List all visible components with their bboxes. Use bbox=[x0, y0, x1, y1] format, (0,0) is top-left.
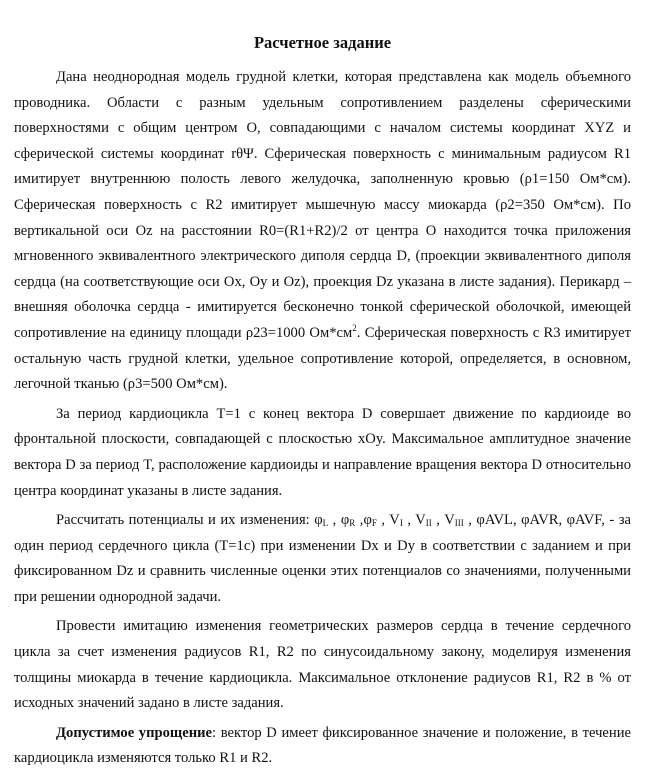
paragraph-text-tail: . Сферическая поверхность с R3 имитирует остальную часть грудной клетки, удельное сопротивление которой, определяется, в основном, легочной тканью (ρ3=500 Ом*см). bbox=[14, 324, 631, 393]
bold-label: Допустимое упрощение bbox=[56, 724, 213, 741]
text-run: : вектор D имеет фиксированное значение и положение, в течение кардиоцикла изменяются только R1 и R2. bbox=[14, 724, 631, 767]
paragraph-heart-geometry: Провести имитацию изменения геометрических размеров сердца в течение сердечного цикла за счет изменения радиусов R1, R2 по синусоидальному закону, моделируя изменения толщины миокарда в течение кардиоцикла. Максимальное отклонение радиусов R1, R2 в % от исходных значений задано в листе задания. bbox=[14, 618, 631, 712]
text-run: , V bbox=[376, 512, 400, 529]
text-run: , φAVL, φAVR, φAVF, - за один период сердечного цикла (T=1c) при изменении Dx и Dy в соответствии с заданием и при фиксированном Dz и сравнить численные оценки этих потенциалов со значениями, полученными при решении однородной задачи. bbox=[14, 512, 631, 605]
text-run: , V bbox=[431, 512, 455, 529]
text-run: Рассчитать потенциалы и их изменения: φ bbox=[56, 512, 323, 529]
text-run: ,φ bbox=[355, 512, 372, 529]
paragraph-calculate-potentials bbox=[14, 508, 631, 610]
text-run: , V bbox=[402, 512, 426, 529]
subscript: R bbox=[349, 518, 356, 529]
subscript: II bbox=[425, 518, 432, 529]
paragraph-cardiocycle: За период кардиоцикла T=1 с конец вектора D совершает движение по кардиоиде во фронтальной плоскости, совпадающей с плоскостью xOy. Максимальное амплитудное значение вектора D за период T, расположение кардиоиды и направление вращения вектора D относительно центра координат указаны в листе задания. bbox=[14, 405, 631, 499]
paragraph-text: Дана неоднородная модель грудной клетки, которая представлена как модель объемного проводника. Области с разным удельным сопротивлением разделены сферическими поверхностями с общим центром O, совпадающими с началом системы координат XYZ и сферической системы координат rθΨ. Сферическая поверхность с минимальным радиусом R1 имитирует внутреннюю полость левого желудочка, заполненную кровью (ρ1=150 Ом*см). Сферическая поверхность с R2 имитирует мышечную массу миокарда (ρ2=350 Ом*см). По вертикальной оси Oz на расстоянии R0=(R1+R2)/2 от центра O находится точка приложения мгновенного эквивалентного электрического диполя сердца D, (проекции эквивалентного диполя сердца (на соответствующие оси Ox, Oy и Oz), проекция Dz указана в листе задания). Перикард – внешняя оболочка сердца - имитируется бесконечно тонкой сферической оболочкой, имеющей сопротивление на единицу площади ρ23=1000 Ом*см bbox=[14, 69, 631, 341]
subscript: III bbox=[454, 518, 464, 529]
text-run: , φ bbox=[328, 512, 350, 529]
superscript: 2 bbox=[352, 322, 357, 333]
subscript: L bbox=[322, 518, 329, 529]
paragraph-model-description bbox=[14, 65, 631, 398]
subscript: I bbox=[399, 518, 403, 529]
subscript: F bbox=[371, 518, 377, 529]
page-title: Расчетное задание bbox=[253, 33, 392, 52]
paragraph-simplification bbox=[14, 721, 631, 772]
